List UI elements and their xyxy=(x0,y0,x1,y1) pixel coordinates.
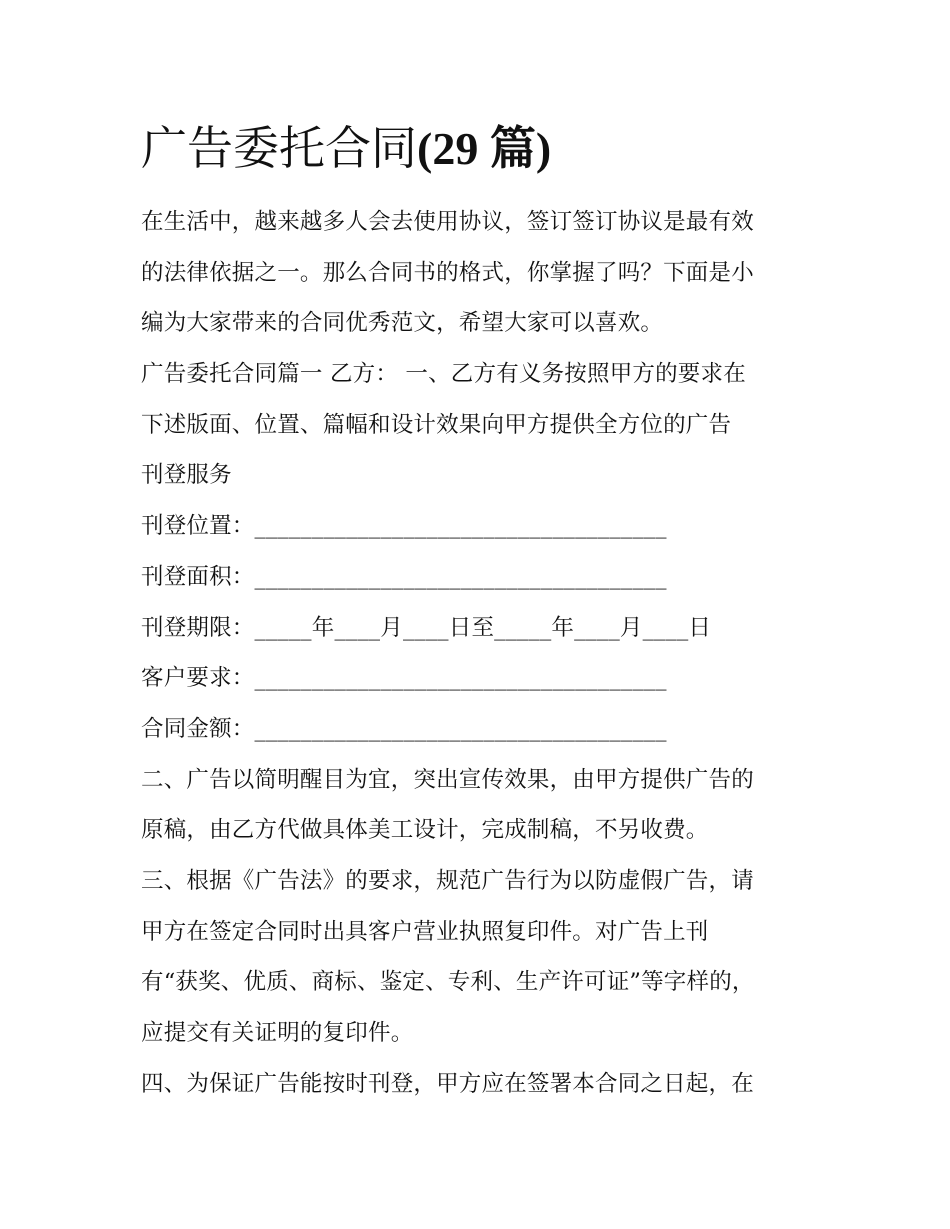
section-1-line-2: 下述版面、位置、篇幅和设计效果向甲方提供全方位的广告 xyxy=(141,411,732,438)
document-title xyxy=(141,116,551,181)
intro-line-3: 编为大家带来的合同优秀范文，希望大家可以喜欢。 xyxy=(141,310,664,337)
section-3-line-3: 有“获奖、优质、商标、鉴定、专利、生产许可证”等字样的， xyxy=(141,969,755,996)
intro-line-2: 的法律依据之一。那么合同书的格式，你掌握了吗？下面是小 xyxy=(141,259,754,286)
section-1-line-1: 广告委托合同篇一 乙方： 一、乙方有义务按照甲方的要求在 xyxy=(141,361,746,388)
intro-line-1: 在生活中，越来越多人会去使用协议，签订签订协议是最有效 xyxy=(141,209,754,235)
section-2-line-1: 二、广告以简明醒目为宜，突出宣传效果，由甲方提供广告的 xyxy=(141,766,754,793)
field-area: 刊登面积：____________________________________ xyxy=(141,563,667,590)
document-body xyxy=(141,197,821,1109)
field-requirements: 客户要求：____________________________________ xyxy=(141,665,667,692)
field-position: 刊登位置：____________________________________ xyxy=(141,513,667,540)
title-text: 广告委托合同 xyxy=(141,121,417,175)
section-4-line-1: 四、为保证广告能按时刊登，甲方应在签署本合同之日起，在 xyxy=(141,1070,754,1097)
field-amount: 合同金额：____________________________________ xyxy=(141,715,667,742)
field-period: 刊登期限：_____年____月____日至_____年____月____日 xyxy=(141,614,712,641)
section-3-line-1: 三、根据《广告法》的要求，规范广告行为以防虚假广告，请 xyxy=(141,867,754,894)
section-1-line-3: 刊登服务 xyxy=(141,462,232,489)
section-3-line-4: 应提交有关证明的复印件。 xyxy=(141,1020,414,1046)
title-count: (29 篇) xyxy=(417,123,552,174)
section-2-line-2: 原稿，由乙方代做具体美工设计，完成制稿，不另收费。 xyxy=(141,817,709,844)
section-3-line-2: 甲方在签定合同时出具客户营业执照复印件。对广告上刊 xyxy=(141,918,709,945)
